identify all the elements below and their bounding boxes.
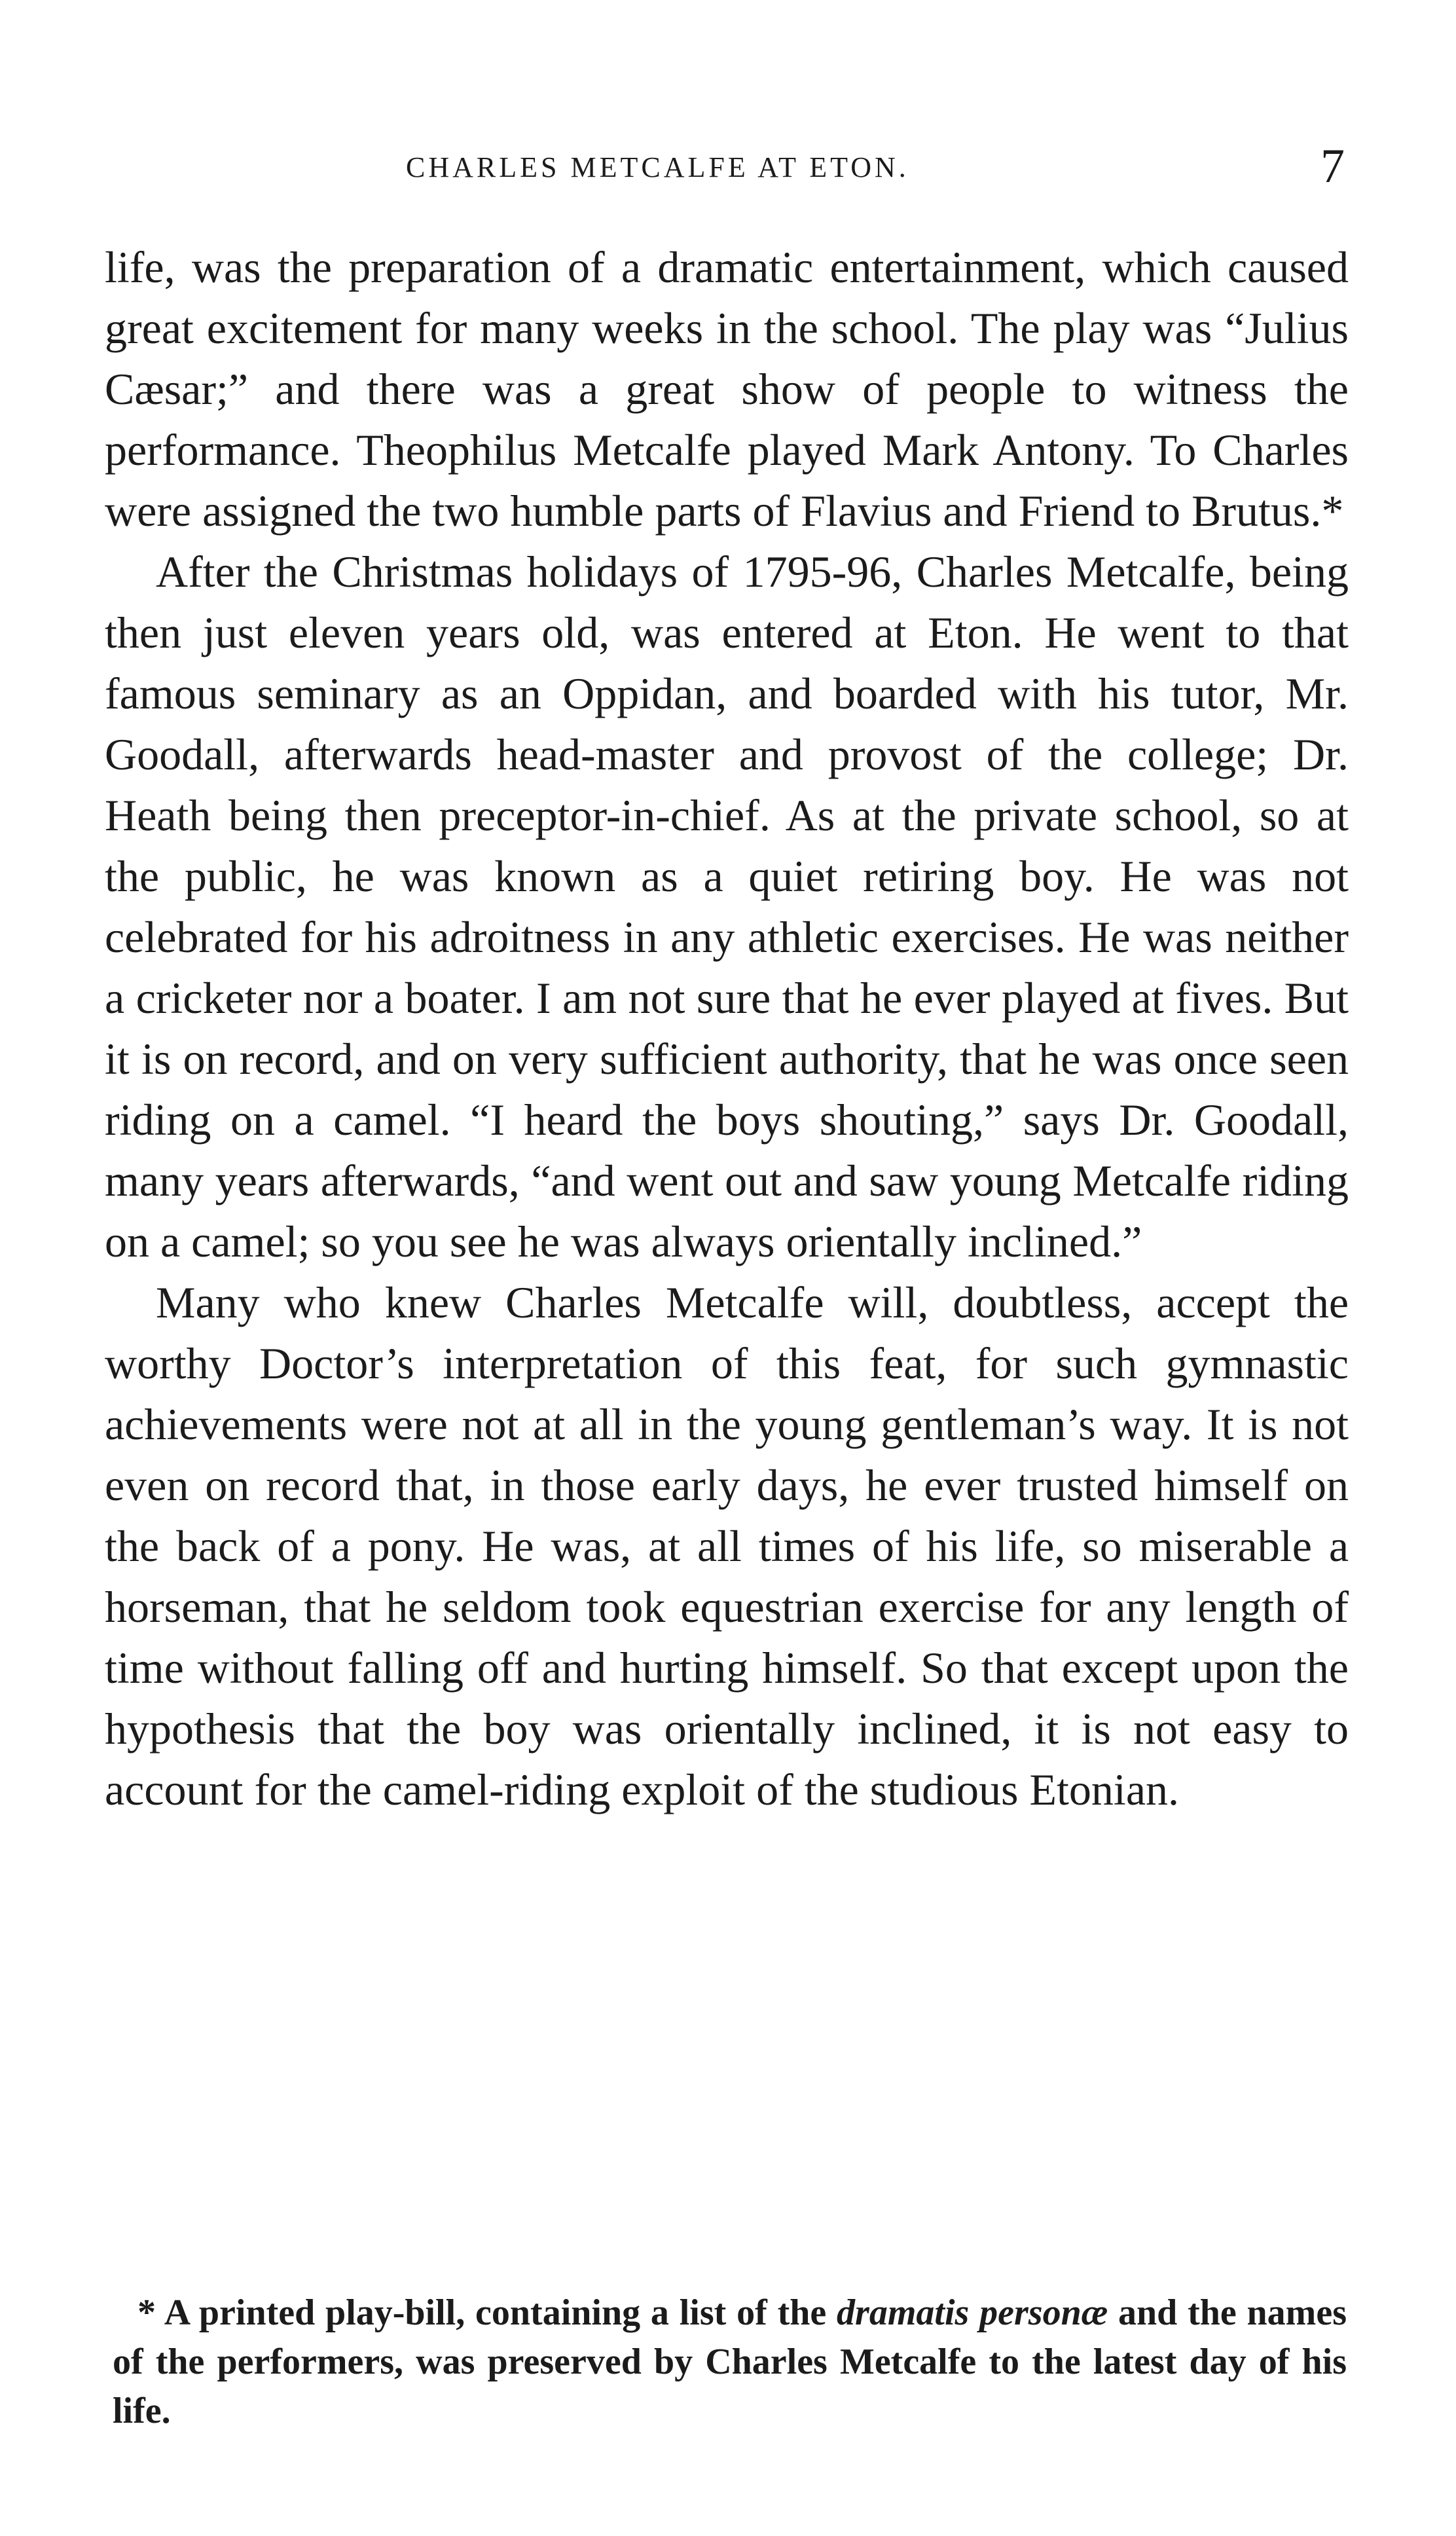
- footnote-italic-term: dramatis personæ: [837, 2292, 1108, 2333]
- footnote-text: [113, 2288, 1347, 2436]
- paragraph-continued: life, was the preparation of a dramatic entertainment, which caused great excitement for many weeks in the school. The play was “Julius Cæsar;” and there was a great show of people to witness the performance. Theophilus Metcalfe played Mark Antony. To Charles were assigned the two humble parts of Flavius and Friend to Brutus.*: [105, 242, 1349, 536]
- page-number: 7: [1320, 139, 1345, 193]
- paragraph-camel-feat: Many who knew Charles Metcalfe will, doubtless, accept the worthy Doctor’s interpretation of this feat, for such gymnastic achievements were not at all in the young gentleman’s way. It is not even on record that, in those early days, he ever trusted himself on the back of a pony. He was, at all times of his life, so miserable a horseman, that he seldom took equestrian exercise for any length of time without falling off and hurting himself. So that except upon the hypothesis that the boy was orientally inclined, it is not easy to account for the camel-riding exploit of the studious Etonian.: [105, 1277, 1349, 1814]
- paragraph-eton-entry: After the Christmas holidays of 1795-96, Charles Metcalfe, being then just eleven years old, was entered at Eton. He went to that famous seminary as an Oppidan, and boarded with his tutor, Mr. Goodall, afterwards head-master and provost of the college; Dr. Heath being then preceptor-in-chief. As at the private school, so at the public, he was known as a quiet retiring boy. He was not celebrated for his adroitness in any athletic exercises. He was neither a cricketer nor a boater. I am not sure that he ever played at fives. But it is on record, and on very sufficient authority, that he was once seen riding on a camel. “I heard the boys shouting,” says Dr. Goodall, many years afterwards, “and went out and saw young Metcalfe riding on a camel; so you see he was always orientally inclined.”: [105, 547, 1349, 1266]
- footnote-text-end: and the names of the performers, was preserved by Charles Metcalfe to the latest day of his life.: [113, 2292, 1347, 2431]
- footnote-text-start: * A printed play-bill, containing a list of the: [137, 2292, 837, 2333]
- running-title: CHARLES METCALFE AT ETON.: [406, 151, 909, 183]
- body-text: [105, 237, 1349, 1820]
- footnote: [113, 2288, 1347, 2436]
- running-head: [0, 139, 1456, 198]
